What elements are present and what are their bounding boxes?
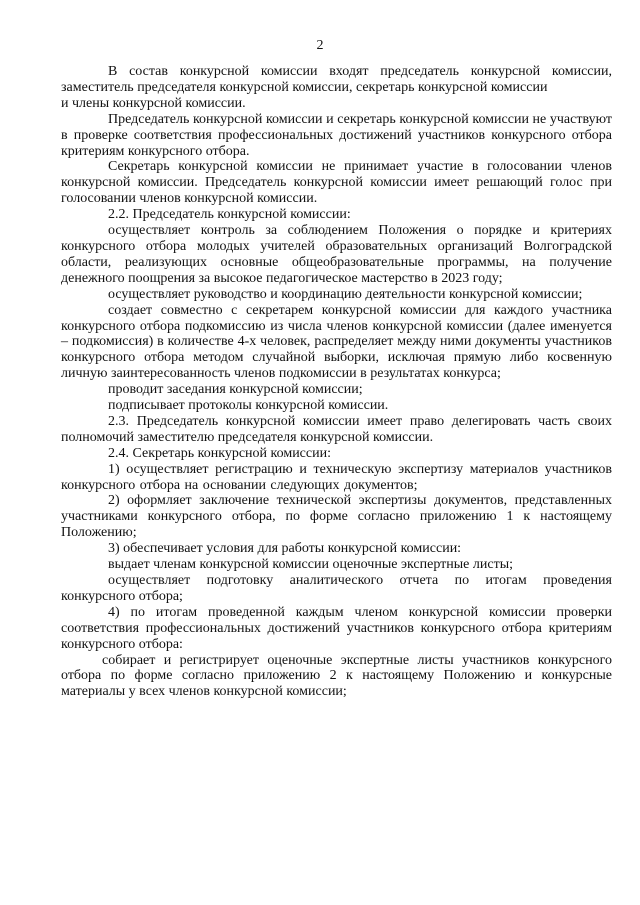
list-item-1-registration: 1) осуществляет регистрацию и техническую экспертизу материалов участников конкурсного отбора на основании следующих документов; <box>61 461 612 493</box>
list-item-2-conclusion: 2) оформляет заключение технической экспертизы документов, представленных участниками конкурсного отбора, по форме согласно приложению 1 к настоящему Положению; <box>61 493 612 541</box>
list-item-3-conditions: 3) обеспечивает условия для работы конкурсной комиссии: <box>108 541 462 557</box>
paragraph-commission-members: и члены конкурсной комиссии. <box>61 95 246 111</box>
section-heading-2-4: 2.4. Секретарь конкурсной комиссии: <box>108 445 331 461</box>
section-heading-2-2: 2.2. Председатель конкурсной комиссии: <box>108 207 351 223</box>
section-2-3-delegation: 2.3. Председатель конкурсной комиссии имеет право делегировать часть своих полномочий заместителю председателя конкурсной комиссии. <box>61 413 612 445</box>
list-item-4-verification: 4) по итогам проведенной каждым членом конкурсной комиссии проверки соответствия профессиональных достижений участников конкурсного отбора критериям конкурсного отбора: <box>61 604 612 652</box>
document-body <box>61 64 612 700</box>
paragraph-control: осуществляет контроль за соблюдением Положения о порядке и критериях конкурсного отбора молодых учителей образовательных организаций Волгоградской области, реализующих основные общеобразовательные программы, на получение денежного поощрения за высокое педагогическое мастерство в 2023 году; <box>61 223 612 286</box>
paragraph-meetings: проводит заседания конкурсной комиссии; <box>108 382 363 398</box>
paragraph-expert-sheets: выдает членам конкурсной комиссии оценочные экспертные листы; <box>108 557 513 573</box>
paragraph-commission-composition: В состав конкурсной комиссии входят председатель конкурсной комиссии, заместитель председателя конкурсной комиссии, секретарь конкурсной комиссии <box>61 64 612 95</box>
page-number: 2 <box>316 38 324 53</box>
paragraph-secretary-voting: Секретарь конкурсной комиссии не принимает участие в голосовании членов конкурсной комиссии. Председатель конкурсной комиссии имеет решающий голос при голосовании членов конкурсной комиссии. <box>61 159 612 207</box>
paragraph-analytical-report: осуществляет подготовку аналитического отчета по итогам проведения конкурсного отбора; <box>61 573 612 604</box>
paragraph-protocols: подписывает протоколы конкурсной комиссии. <box>108 398 389 414</box>
paragraph-subcommission: создает совместно с секретарем конкурсной комиссии для каждого участника конкурсного отбора подкомиссию из числа членов конкурсной комиссии (далее именуется – подкомиссия) в количестве 4-х человек, распределяет между ними документы участников конкурсного отбора методом случайной выборки, исключая прямую либо косвенную личную заинтересованность членов подкомиссии в результатах конкурса; <box>61 302 612 382</box>
paragraph-leadership: осуществляет руководство и координацию деятельности конкурсной комиссии; <box>108 286 583 302</box>
paragraph-collects-sheets: собирает и регистрирует оценочные экспертные листы участников конкурсного отбора по форме согласно приложению 2 к настоящему Положению и конкурсные материалы у всех членов конкурсной комиссии; <box>61 652 612 700</box>
paragraph-chair-secretary-role: Председатель конкурсной комиссии и секретарь конкурсной комиссии не участвуют в проверке соответствия профессиональных достижений участников конкурсного отбора критериям конкурсного отбора. <box>61 111 612 159</box>
